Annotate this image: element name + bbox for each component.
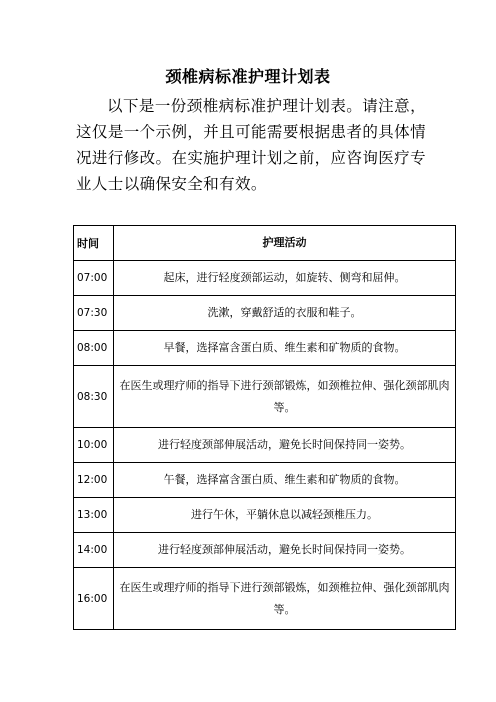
table-header-row (74, 226, 456, 261)
activity-cell: 进行轻度颈部伸展活动，避免长时间保持同一姿势。 (114, 533, 456, 568)
time-cell: 08:00 (74, 331, 114, 366)
table-row (74, 533, 456, 568)
activity-cell: 在医生或理疗师的指导下进行颈部锻炼，如颈椎拉伸、强化颈部肌肉等。 (114, 568, 456, 630)
document-title: 颈椎病标准护理计划表 (165, 67, 331, 86)
activity-cell: 进行午休，平躺休息以减轻颈椎压力。 (114, 498, 456, 533)
time-cell: 13:00 (74, 498, 114, 533)
header-time: 时间 (74, 226, 114, 261)
intro-paragraph: 以下是一份颈椎病标准护理计划表。请注意，这仅是一个示例，并且可能需要根据患者的具体情况进行修改。在实施护理计划之前，应咨询医疗专业人士以确保安全和有效。 (76, 97, 426, 193)
table-row (74, 331, 456, 366)
table-row (74, 366, 456, 428)
time-cell: 16:00 (74, 568, 114, 630)
time-cell: 10:00 (74, 428, 114, 463)
activity-cell: 午餐，选择富含蛋白质、维生素和矿物质的食物。 (114, 463, 456, 498)
table-row (74, 296, 456, 331)
activity-cell: 进行轻度颈部伸展活动，避免长时间保持同一姿势。 (114, 428, 456, 463)
activity-cell: 在医生或理疗师的指导下进行颈部锻炼，如颈椎拉伸、强化颈部肌肉等。 (114, 366, 456, 428)
header-activity: 护理活动 (114, 226, 456, 261)
time-cell: 08:30 (74, 366, 114, 428)
care-plan-table (73, 225, 456, 630)
table-row (74, 428, 456, 463)
time-cell: 07:30 (74, 296, 114, 331)
activity-cell: 早餐，选择富含蛋白质、维生素和矿物质的食物。 (114, 331, 456, 366)
time-cell: 12:00 (74, 463, 114, 498)
table-row (74, 568, 456, 630)
table-row (74, 261, 456, 296)
table-row (74, 463, 456, 498)
activity-cell: 起床，进行轻度颈部运动，如旋转、侧弯和屈伸。 (114, 261, 456, 296)
activity-cell: 洗漱，穿戴舒适的衣服和鞋子。 (114, 296, 456, 331)
time-cell: 14:00 (74, 533, 114, 568)
time-cell: 07:00 (74, 261, 114, 296)
table-row (74, 498, 456, 533)
